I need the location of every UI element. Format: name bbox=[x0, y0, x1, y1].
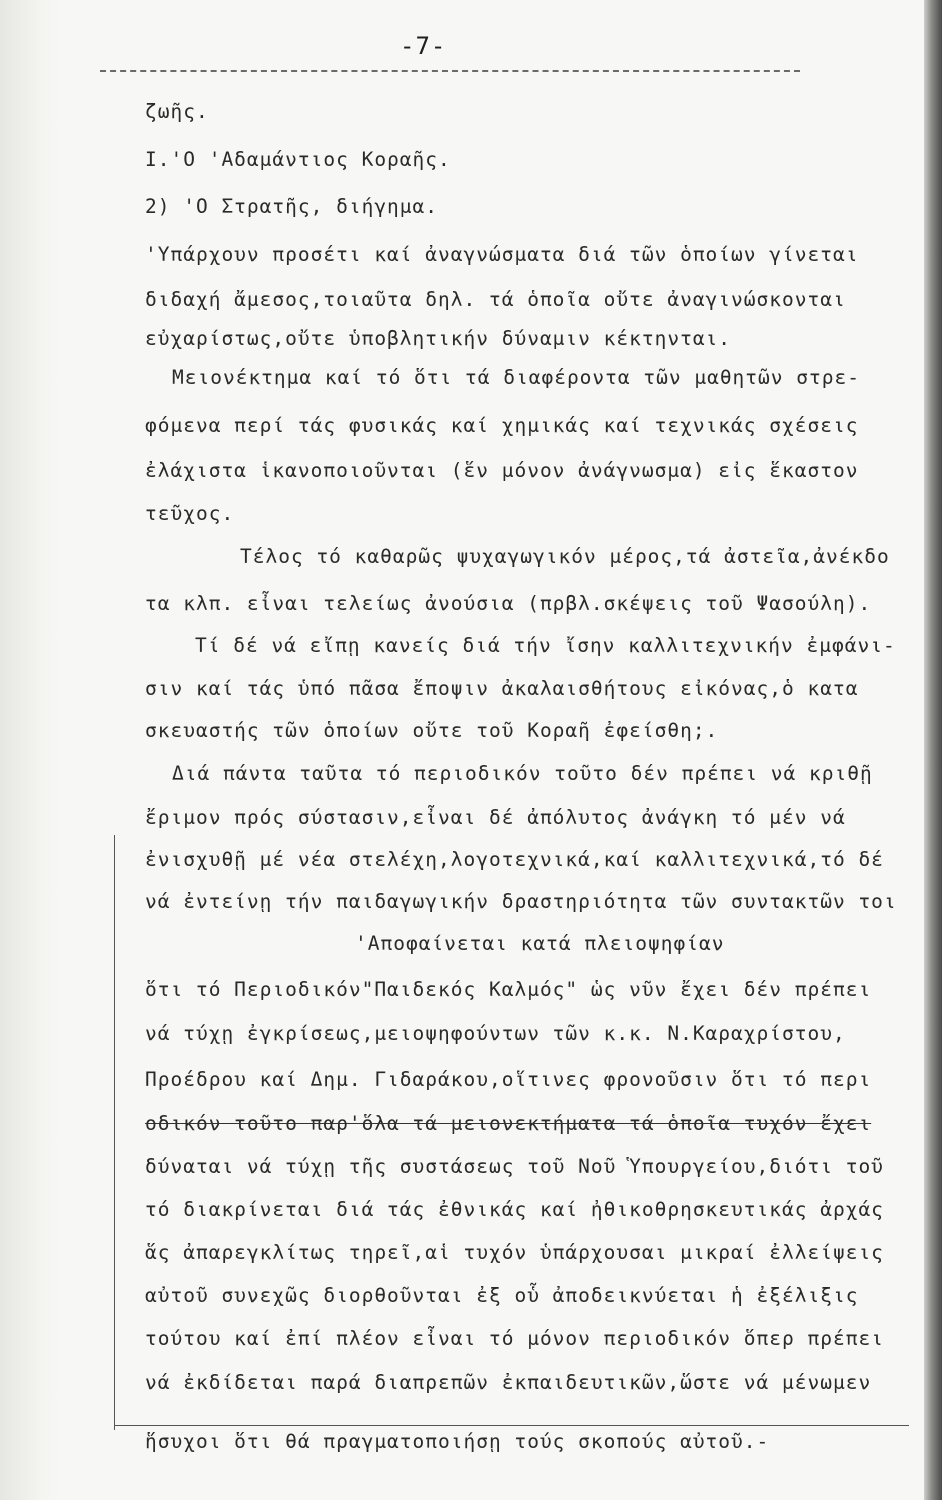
text-line: σκευαστής τῶν ὁποίων οὔτε τοῦ Κοραῆ ἐφείσθη;. bbox=[145, 719, 719, 742]
text-line: νά ἐντείνῃ τήν παιδαγωγικήν δραστηριότητα τῶν συντακτῶν τοι bbox=[145, 890, 897, 913]
text-line: ἥσυχοι ὅτι θά πραγματοποιήσῃ τούς σκοπούς αὐτοῦ.- bbox=[145, 1430, 770, 1453]
text-line: διδαχή ἄμεσος,τοιαῦτα δηλ. τά ὁποῖα οὔτε ἀναγινώσκονται bbox=[145, 288, 846, 311]
text-line: I.'Ο 'Αδαμάντιος Κοραῆς. bbox=[145, 148, 451, 171]
text-line: Προέδρου καί Δημ. Γιδαράκου,οἵτινες φρονοῦσιν ὅτι τό περι bbox=[145, 1068, 872, 1091]
verdict-heading: 'Αποφαίνεται κατά πλειοψηφίαν bbox=[355, 932, 725, 955]
text-line: ὅτι τό Περιοδικόν"Παιδεκός Καλμός" ὡς νῦν ἔχει δέν πρέπει bbox=[145, 978, 872, 1001]
struck-text-line: οδικόν τοῦτο παρ'ὅλα τά μειονεκτήματα τά ὁποῖα τυχόν ἔχει bbox=[145, 1112, 872, 1135]
text-line: νά ἐκδίδεται παρά διαπρεπῶν ἐκπαιδευτικῶν,ὥστε νά μένωμεν bbox=[145, 1371, 872, 1394]
page-number: -7- bbox=[400, 32, 447, 60]
header-rule bbox=[100, 70, 800, 72]
margin-bracket-horizontal bbox=[114, 1425, 909, 1426]
text-line: τα κλπ. εἶναι τελείως ἀνούσια (πρβλ.σκέψεις τοῦ Ψασούλη). bbox=[145, 592, 872, 615]
binding-margin bbox=[0, 0, 60, 1500]
text-line: τό διακρίνεται διά τάς ἐθνικάς καί ἠθικοθρησκευτικάς ἀρχάς bbox=[145, 1198, 884, 1221]
text-line: δύναται νά τύχῃ τῆς συστάσεως τοῦ Νοῦ Ὑπουργείου,διότι τοῦ bbox=[145, 1155, 884, 1178]
text-line: φόμενα περί τάς φυσικάς καί χημικάς καί τεχνικάς σχέσεις bbox=[145, 414, 859, 437]
text-line: τεῦχος. bbox=[145, 502, 235, 525]
text-line: 2) 'Ο Στρατῆς, διήγημα. bbox=[145, 195, 439, 218]
text-line: Μειονέκτημα καί τό ὅτι τά διαφέροντα τῶν μαθητῶν στρε- bbox=[172, 366, 860, 389]
page-edge-shadow bbox=[924, 0, 942, 1500]
text-line: Τέλος τό καθαρῶς ψυχαγωγικόν μέρος,τά ἀστεῖα,ἀνέκδο bbox=[240, 545, 890, 568]
text-line: νά τύχῃ ἐγκρίσεως,μειοψηφούντων τῶν κ.κ. Ν.Καραχρίστου, bbox=[145, 1022, 846, 1045]
text-line: ζωῆς. bbox=[145, 100, 209, 123]
text-line: Διά πάντα ταῦτα τό περιοδικόν τοῦτο δέν πρέπει νά κριθῇ bbox=[172, 762, 873, 785]
text-line: Τί δέ νά εἴπῃ κανείς διά τήν ἴσην καλλιτεχνικήν ἐμφάνι- bbox=[195, 634, 896, 657]
text-line: ἐλάχιστα ἱκανοποιοῦνται (ἕν μόνον ἀνάγνωσμα) εἰς ἕκαστον bbox=[145, 459, 859, 482]
text-line: αὐτοῦ συνεχῶς διορθοῦνται ἐξ οὗ ἀποδεικνύεται ἡ ἐξέλιξις bbox=[145, 1284, 859, 1307]
text-line: 'Υπάρχουν προσέτι καί ἀναγνώσματα διά τῶν ὁποίων γίνεται bbox=[145, 243, 859, 266]
text-line: εὐχαρίστως,οὔτε ὑποβλητικήν δύναμιν κέκτηνται. bbox=[145, 327, 732, 350]
text-line: ἅς ἀπαρεγκλίτως τηρεῖ,αἱ τυχόν ὑπάρχουσαι μικραί ἐλλείψεις bbox=[145, 1241, 884, 1264]
margin-bracket-vertical bbox=[114, 835, 115, 1430]
text-line: ἔριμον πρός σύστασιν,εἶναι δέ ἀπόλυτος ἀνάγκη τό μέν νά bbox=[145, 806, 846, 829]
text-line: ἐνισχυθῇ μέ νέα στελέχη,λογοτεχνικά,καί καλλιτεχνικά,τό δέ bbox=[145, 848, 884, 871]
text-line: τούτου καί ἐπί πλέον εἶναι τό μόνον περιοδικόν ὅπερ πρέπει bbox=[145, 1327, 884, 1350]
text-line: σιν καί τάς ὑπό πᾶσα ἔποψιν ἀκαλαισθήτους εἰκόνας,ὁ κατα bbox=[145, 677, 859, 700]
